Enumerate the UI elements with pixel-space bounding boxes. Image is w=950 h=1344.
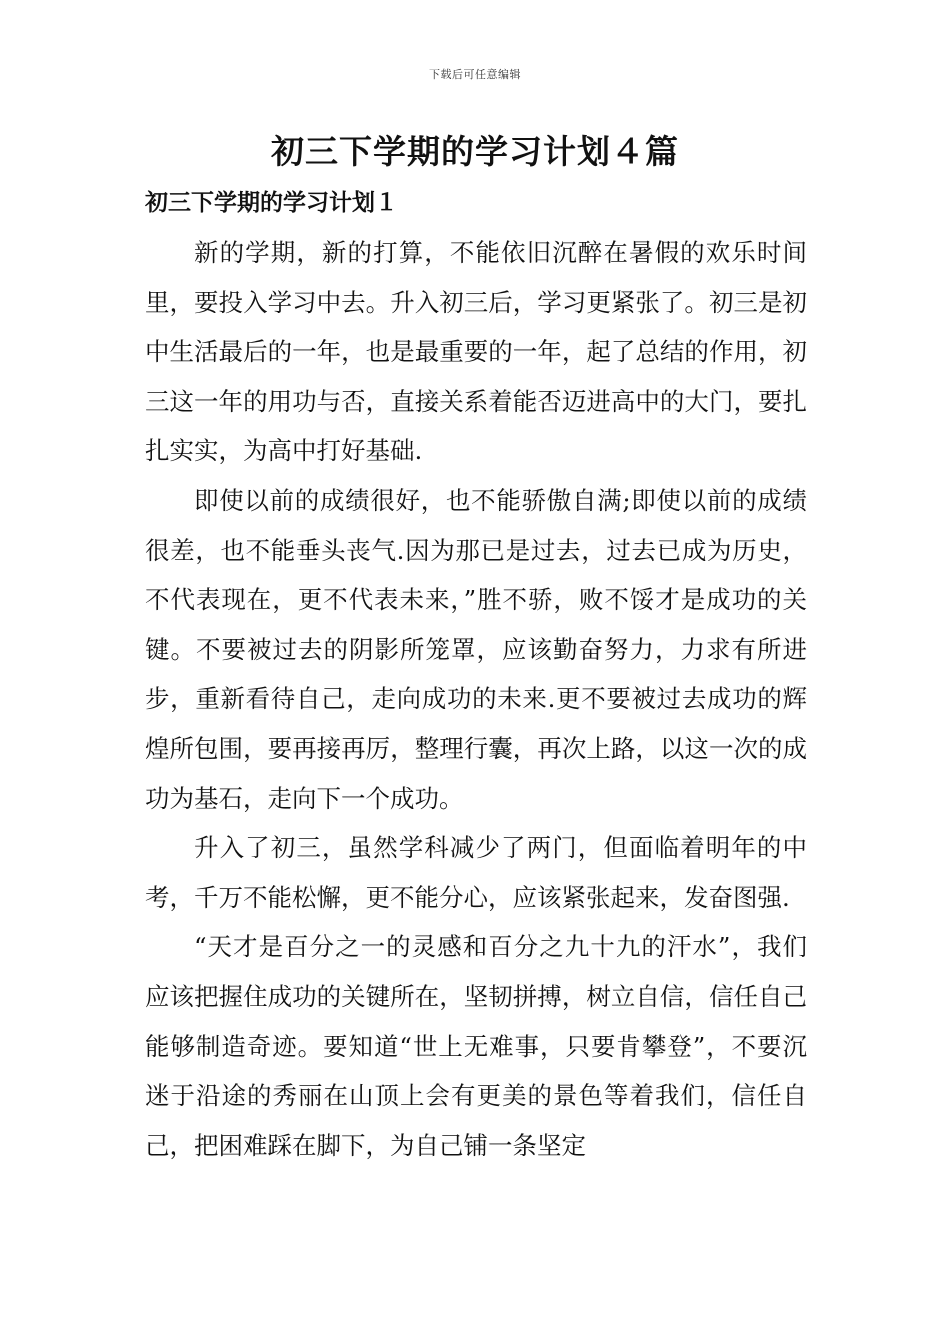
paragraph: 升入了初三，虽然学科减少了两门，但面临着明年的中考，千万不能松懈，更不能分心，应该紧张起来，发奋图强. [145, 833, 807, 912]
document-title: 初三下学期的学习计划４篇 [271, 132, 679, 171]
document-body [145, 228, 807, 1170]
section-subtitle: 初三下学期的学习计划１ [145, 189, 398, 216]
paragraph: “天才是百分之一的灵感和百分之九十九的汗水”，我们应该把握住成功的关键所在，坚韧拼搏，树立自信，信任自己能够制造奇迹。要知道“世上无难事，只要肯攀登”，不要沉迷于沿途的秀丽在山顶上会有更美的景色等着我们，信任自己，把困难踩在脚下，为自己铺一条坚定 [145, 932, 807, 1160]
paragraph: 新的学期，新的打算，不能依旧沉醉在暑假的欢乐时间里，要投入学习中去。升入初三后，学习更紧张了。初三是初中生活最后的一年，也是最重要的一年，起了总结的作用，初三这一年的用功与否，直接关系着能否迈进高中的大门，要扎扎实实，为高中打好基础. [145, 238, 807, 466]
header-note: 下载后可任意编辑 [429, 68, 521, 81]
paragraph: 即使以前的成绩很好，也不能骄傲自满;即使以前的成绩很差，也不能垂头丧气.因为那已是过去，过去已成为历史，不代表现在，更不代表未来，”胜不骄，败不馁才是成功的关键。不要被过去的阴影所笼罩，应该勤奋努力，力求有所进步，重新看待自己，走向成功的未来.更不要被过去成功的辉煌所包围，要再接再厉，整理行囊，再次上路，以这一次的成功为基石，走向下一个成功。 [145, 485, 807, 813]
